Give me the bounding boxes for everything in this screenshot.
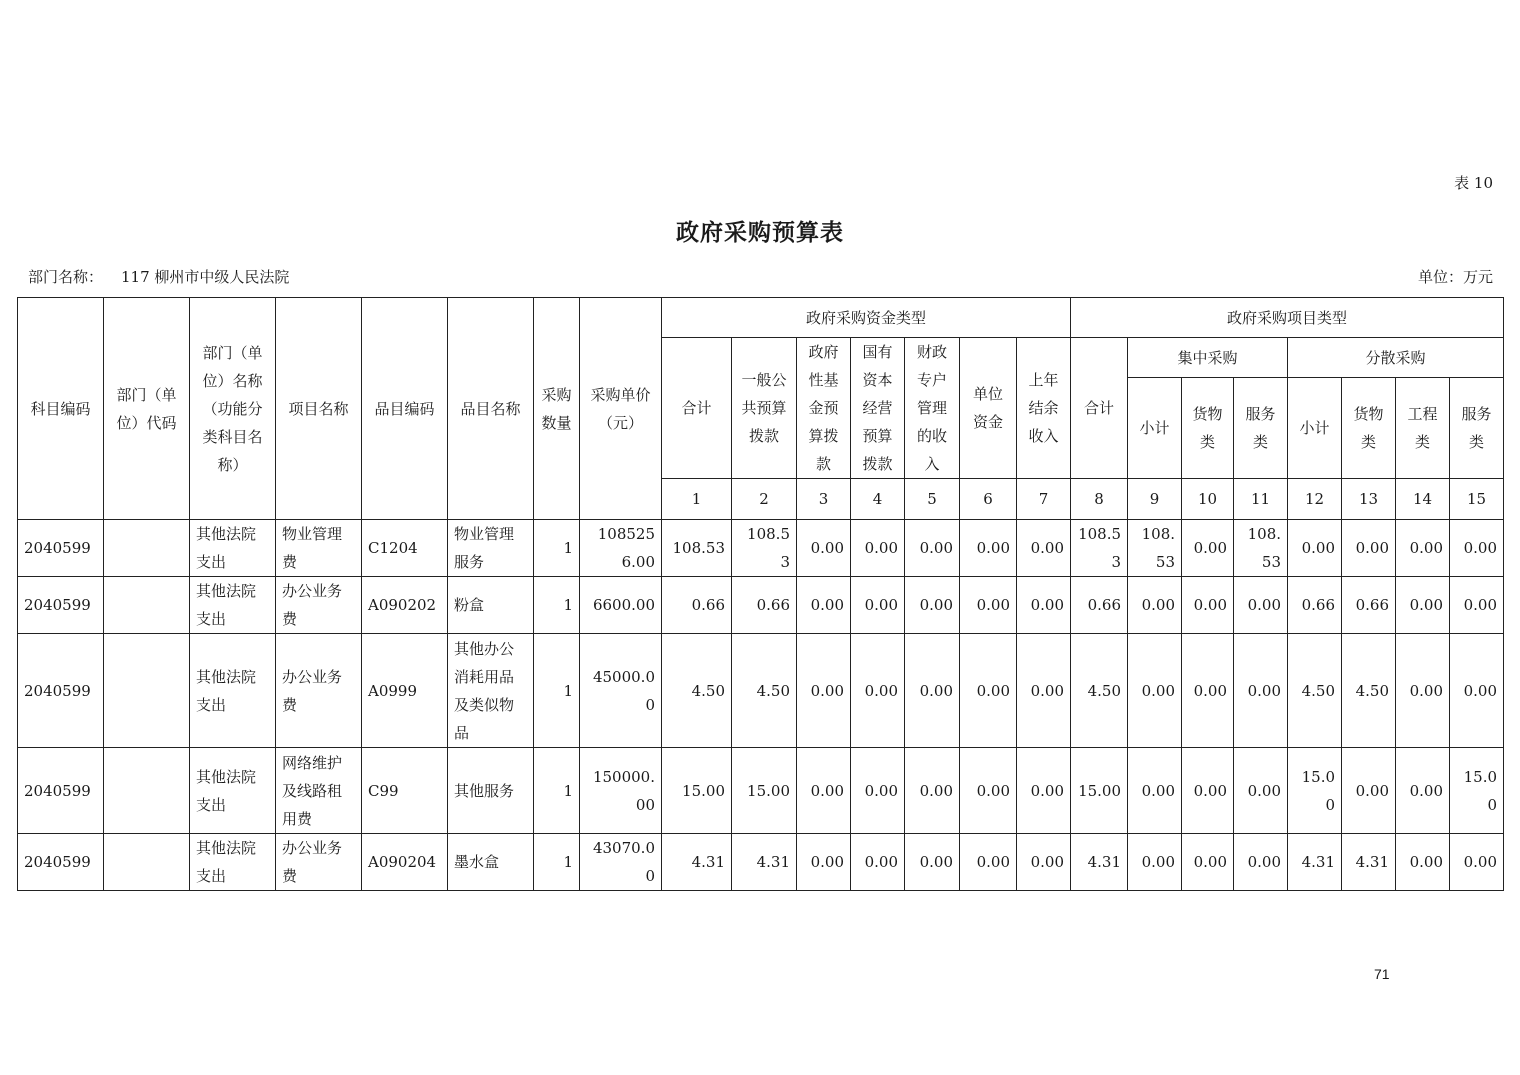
item-name-cell: 其他服务 bbox=[448, 748, 534, 834]
column-number: 7 bbox=[1017, 479, 1071, 520]
subject-code-cell: 2040599 bbox=[18, 634, 104, 748]
column-number: 8 bbox=[1071, 479, 1128, 520]
amount-cell: 0.00 bbox=[1234, 577, 1288, 634]
item-name-cell: 其他办公消耗用品及类似物品 bbox=[448, 634, 534, 748]
header-state-capital: 国有资本经营预算拨款 bbox=[851, 338, 905, 479]
unit-price-cell: 150000.00 bbox=[580, 748, 662, 834]
dept-value: 117 柳州市中级人民法院 bbox=[121, 268, 290, 286]
amount-cell: 108.53 bbox=[1234, 520, 1288, 577]
amount-cell: 0.00 bbox=[1288, 520, 1342, 577]
amount-cell: 0.00 bbox=[905, 634, 960, 748]
dept-code-cell bbox=[104, 748, 190, 834]
header-project-name: 项目名称 bbox=[276, 298, 362, 520]
column-number: 6 bbox=[960, 479, 1017, 520]
amount-cell: 4.31 bbox=[1288, 834, 1342, 891]
column-number: 11 bbox=[1234, 479, 1288, 520]
dept-name-cell: 其他法院支出 bbox=[190, 834, 276, 891]
header-item-code: 品目编码 bbox=[362, 298, 448, 520]
amount-cell: 4.50 bbox=[732, 634, 797, 748]
amount-cell: 108.53 bbox=[732, 520, 797, 577]
column-number: 3 bbox=[797, 479, 851, 520]
header-fund-total: 合计 bbox=[662, 338, 732, 479]
qty-cell: 1 bbox=[534, 748, 580, 834]
amount-cell: 0.00 bbox=[1017, 577, 1071, 634]
header-gov-fund: 政府性基金预算拨款 bbox=[797, 338, 851, 479]
amount-cell: 4.31 bbox=[662, 834, 732, 891]
qty-cell: 1 bbox=[534, 520, 580, 577]
column-number: 1 bbox=[662, 479, 732, 520]
project-name-cell: 物业管理费 bbox=[276, 520, 362, 577]
amount-cell: 0.00 bbox=[1396, 834, 1450, 891]
item-code-cell: A090202 bbox=[362, 577, 448, 634]
amount-cell: 0.00 bbox=[1396, 748, 1450, 834]
amount-cell: 0.00 bbox=[960, 520, 1017, 577]
header-central-goods: 货物类 bbox=[1182, 378, 1234, 479]
amount-cell: 0.00 bbox=[1128, 834, 1182, 891]
column-number: 12 bbox=[1288, 479, 1342, 520]
amount-cell: 0.00 bbox=[1017, 748, 1071, 834]
amount-cell: 0.00 bbox=[1342, 520, 1396, 577]
header-unit-price: 采购单价（元） bbox=[580, 298, 662, 520]
table-row bbox=[18, 834, 1504, 891]
amount-cell: 0.00 bbox=[1182, 577, 1234, 634]
amount-cell: 15.00 bbox=[1071, 748, 1128, 834]
page-title: 政府采购预算表 bbox=[676, 219, 844, 246]
dept-code-cell bbox=[104, 577, 190, 634]
unit-price-cell: 45000.00 bbox=[580, 634, 662, 748]
item-code-cell: A090204 bbox=[362, 834, 448, 891]
dept-label: 部门名称： bbox=[28, 268, 104, 286]
amount-cell: 0.00 bbox=[797, 634, 851, 748]
amount-cell: 0.00 bbox=[1017, 520, 1071, 577]
amount-cell: 0.00 bbox=[797, 520, 851, 577]
header-central-subtotal: 小计 bbox=[1128, 378, 1182, 479]
amount-cell: 0.66 bbox=[1288, 577, 1342, 634]
table-number: 表 10 bbox=[1454, 174, 1493, 192]
column-number: 15 bbox=[1450, 479, 1504, 520]
amount-cell: 15.00 bbox=[732, 748, 797, 834]
dept-code-cell bbox=[104, 834, 190, 891]
header-scattered-goods: 货物类 bbox=[1342, 378, 1396, 479]
item-code-cell: A0999 bbox=[362, 634, 448, 748]
header-last-year: 上年结余收入 bbox=[1017, 338, 1071, 479]
amount-cell: 4.50 bbox=[1288, 634, 1342, 748]
column-number: 14 bbox=[1396, 479, 1450, 520]
header-item-name: 品目名称 bbox=[448, 298, 534, 520]
amount-cell: 0.00 bbox=[851, 748, 905, 834]
amount-cell: 0.00 bbox=[960, 834, 1017, 891]
header-fiscal-special: 财政专户管理的收入 bbox=[905, 338, 960, 479]
table-row bbox=[18, 520, 1504, 577]
procurement-budget-table bbox=[17, 297, 1504, 891]
qty-cell: 1 bbox=[534, 634, 580, 748]
amount-cell: 0.00 bbox=[1234, 748, 1288, 834]
amount-cell: 0.00 bbox=[905, 748, 960, 834]
amount-cell: 15.00 bbox=[1288, 748, 1342, 834]
header-central-service: 服务类 bbox=[1234, 378, 1288, 479]
column-number: 4 bbox=[851, 479, 905, 520]
project-name-cell: 网络维护及线路租用费 bbox=[276, 748, 362, 834]
column-number: 5 bbox=[905, 479, 960, 520]
amount-cell: 4.50 bbox=[1342, 634, 1396, 748]
amount-cell: 0.00 bbox=[905, 520, 960, 577]
amount-cell: 4.31 bbox=[1071, 834, 1128, 891]
amount-cell: 0.00 bbox=[960, 577, 1017, 634]
amount-cell: 0.00 bbox=[1128, 577, 1182, 634]
header-central: 集中采购 bbox=[1128, 338, 1288, 378]
dept-name-cell: 其他法院支出 bbox=[190, 748, 276, 834]
amount-cell: 0.00 bbox=[851, 520, 905, 577]
project-name-cell: 办公业务费 bbox=[276, 834, 362, 891]
amount-cell: 15.00 bbox=[662, 748, 732, 834]
amount-cell: 0.00 bbox=[851, 634, 905, 748]
amount-cell: 0.66 bbox=[1071, 577, 1128, 634]
amount-cell: 0.00 bbox=[797, 834, 851, 891]
amount-cell: 0.00 bbox=[1182, 748, 1234, 834]
amount-cell: 0.00 bbox=[1450, 834, 1504, 891]
header-fund-type: 政府采购资金类型 bbox=[662, 298, 1071, 338]
amount-cell: 0.00 bbox=[851, 834, 905, 891]
table-row bbox=[18, 634, 1504, 748]
item-name-cell: 墨水盒 bbox=[448, 834, 534, 891]
amount-cell: 0.00 bbox=[1342, 748, 1396, 834]
amount-cell: 0.00 bbox=[1396, 634, 1450, 748]
unit-price-cell: 1085256.00 bbox=[580, 520, 662, 577]
amount-cell: 108.53 bbox=[1071, 520, 1128, 577]
column-number: 10 bbox=[1182, 479, 1234, 520]
header-scattered-service: 服务类 bbox=[1450, 378, 1504, 479]
column-number: 9 bbox=[1128, 479, 1182, 520]
dept-name-cell: 其他法院支出 bbox=[190, 520, 276, 577]
amount-cell: 4.50 bbox=[662, 634, 732, 748]
header-unit-fund: 单位资金 bbox=[960, 338, 1017, 479]
table-row bbox=[18, 748, 1504, 834]
amount-cell: 0.00 bbox=[1450, 577, 1504, 634]
amount-cell: 0.00 bbox=[1128, 634, 1182, 748]
amount-cell: 0.00 bbox=[1396, 577, 1450, 634]
project-name-cell: 办公业务费 bbox=[276, 634, 362, 748]
amount-cell: 0.00 bbox=[1182, 520, 1234, 577]
table-row bbox=[18, 577, 1504, 634]
amount-cell: 0.00 bbox=[851, 577, 905, 634]
amount-cell: 0.00 bbox=[1017, 634, 1071, 748]
amount-cell: 0.00 bbox=[1017, 834, 1071, 891]
amount-cell: 0.00 bbox=[905, 834, 960, 891]
amount-cell: 0.00 bbox=[797, 748, 851, 834]
unit-price-cell: 6600.00 bbox=[580, 577, 662, 634]
amount-cell: 0.66 bbox=[732, 577, 797, 634]
amount-cell: 0.00 bbox=[960, 748, 1017, 834]
subject-code-cell: 2040599 bbox=[18, 748, 104, 834]
page-number: 71 bbox=[1374, 966, 1390, 982]
amount-cell: 0.00 bbox=[905, 577, 960, 634]
header-dept-name: 部门（单位）名称（功能分类科目名称） bbox=[190, 298, 276, 520]
item-code-cell: C1204 bbox=[362, 520, 448, 577]
amount-cell: 4.31 bbox=[732, 834, 797, 891]
amount-cell: 0.00 bbox=[960, 634, 1017, 748]
header-scattered-works: 工程类 bbox=[1396, 378, 1450, 479]
amount-cell: 4.50 bbox=[1071, 634, 1128, 748]
qty-cell: 1 bbox=[534, 834, 580, 891]
unit-label: 单位：万元 bbox=[1417, 268, 1493, 286]
amount-cell: 4.31 bbox=[1342, 834, 1396, 891]
header-scattered: 分散采购 bbox=[1288, 338, 1504, 378]
amount-cell: 0.00 bbox=[1450, 520, 1504, 577]
amount-cell: 0.00 bbox=[1182, 834, 1234, 891]
amount-cell: 108.53 bbox=[1128, 520, 1182, 577]
header-proj-total: 合计 bbox=[1071, 338, 1128, 479]
dept-code-cell bbox=[104, 634, 190, 748]
project-name-cell: 办公业务费 bbox=[276, 577, 362, 634]
amount-cell: 0.66 bbox=[662, 577, 732, 634]
header-general-budget: 一般公共预算拨款 bbox=[732, 338, 797, 479]
header-project-type: 政府采购项目类型 bbox=[1071, 298, 1504, 338]
header-dept-code: 部门（单位）代码 bbox=[104, 298, 190, 520]
amount-cell: 0.66 bbox=[1342, 577, 1396, 634]
item-name-cell: 物业管理服务 bbox=[448, 520, 534, 577]
amount-cell: 15.00 bbox=[1450, 748, 1504, 834]
amount-cell: 108.53 bbox=[662, 520, 732, 577]
subject-code-cell: 2040599 bbox=[18, 520, 104, 577]
amount-cell: 0.00 bbox=[797, 577, 851, 634]
column-number: 2 bbox=[732, 479, 797, 520]
item-code-cell: C99 bbox=[362, 748, 448, 834]
amount-cell: 0.00 bbox=[1182, 634, 1234, 748]
header-subject-code: 科目编码 bbox=[18, 298, 104, 520]
amount-cell: 0.00 bbox=[1234, 634, 1288, 748]
dept-code-cell bbox=[104, 520, 190, 577]
amount-cell: 0.00 bbox=[1450, 634, 1504, 748]
item-name-cell: 粉盒 bbox=[448, 577, 534, 634]
amount-cell: 0.00 bbox=[1234, 834, 1288, 891]
subject-code-cell: 2040599 bbox=[18, 834, 104, 891]
unit-price-cell: 43070.00 bbox=[580, 834, 662, 891]
subject-code-cell: 2040599 bbox=[18, 577, 104, 634]
amount-cell: 0.00 bbox=[1128, 748, 1182, 834]
qty-cell: 1 bbox=[534, 577, 580, 634]
column-number: 13 bbox=[1342, 479, 1396, 520]
dept-name-cell: 其他法院支出 bbox=[190, 577, 276, 634]
dept-info bbox=[28, 266, 289, 287]
header-qty: 采购数量 bbox=[534, 298, 580, 520]
dept-name-cell: 其他法院支出 bbox=[190, 634, 276, 748]
amount-cell: 0.00 bbox=[1396, 520, 1450, 577]
header-scattered-subtotal: 小计 bbox=[1288, 378, 1342, 479]
